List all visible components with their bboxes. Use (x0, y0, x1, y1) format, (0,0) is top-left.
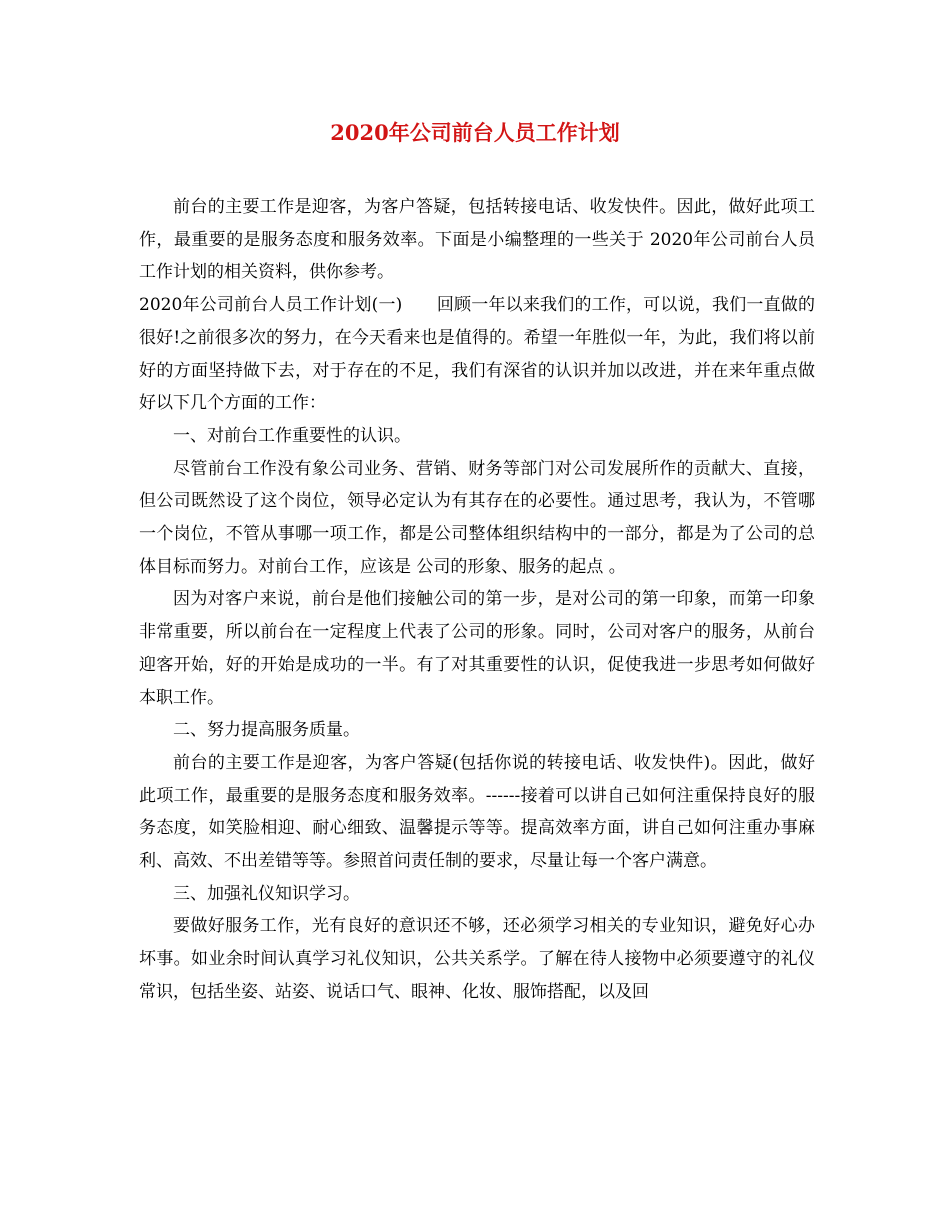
document-body (139, 191, 815, 1009)
paragraph-body: 因为对客户来说，前台是他们接触公司的第一步，是对公司的第一印象，而第一印象非常重要，所以前台在一定程度上代表了公司的形象。同时，公司对客户的服务，从前台迎客开始，好的开始是成功的一半。有了对其重要性的认识，促使我进一步思考如何做好本职工作。 (139, 589, 815, 708)
document-title: 2020年公司前台人员工作计划 (330, 120, 620, 145)
paragraph-body: 前台的主要工作是迎客，为客户答疑(包括你说的转接电话、收发快件)。因此，做好此项工作，最重要的是服务态度和服务效率。------接着可以讲自己如何注重保持良好的服务态度，如笑脸相迎、耐心细致、温馨提示等等。提高效率方面，讲自己如何注重办事麻利、高效、不出差错等等。参照首问责任制的要求，尽量让每一个客户满意。 (139, 752, 815, 872)
paragraph-intro: 前台的主要工作是迎客，为客户答疑，包括转接电话、收发快件。因此，做好此项工作，最重要的是服务态度和服务效率。下面是小编整理的一些关于 2020年公司前台人员工作计划的相关资料，供你参考。 (139, 197, 815, 283)
section-heading-2: 二、努力提高服务质量。 (173, 720, 360, 741)
paragraph-body: 尽管前台工作没有象公司业务、营销、财务等部门对公司发展所作的贡献大、直接，但公司既然设了这个岗位，领导必定认为有其存在的必要性。通过思考，我认为，不管哪一个岗位，不管从事哪一项工作，都是公司整体组织结构中的一部分，都是为了公司的总体目标而努力。对前台工作，应该是 公司的形象、服务的起点 。 (139, 458, 815, 577)
paragraph-body: 要做好服务工作，光有良好的意识还不够，还必须学习相关的专业知识，避免好心办坏事。如业余时间认真学习礼仪知识，公共关系学。了解在待人接物中必须要遵守的礼仪常识，包括坐姿、站姿、说话口气、眼神、化妆、服饰搭配，以及回 (139, 916, 815, 1002)
section-heading-1: 一、对前台工作重要性的认识。 (173, 425, 411, 446)
section-heading-3: 三、加强礼仪知识学习。 (173, 883, 360, 904)
paragraph-plan-one: 2020年公司前台人员工作计划(一) 回顾一年以来我们的工作，可以说，我们一直做的很好!之前很多次的努力，在今天看来也是值得的。希望一年胜似一年，为此，我们将以前好的方面坚持做下去，对于存在的不足，我们有深省的认识并加以改进，并在来年重点做好以下几个方面的工作： (139, 295, 815, 414)
